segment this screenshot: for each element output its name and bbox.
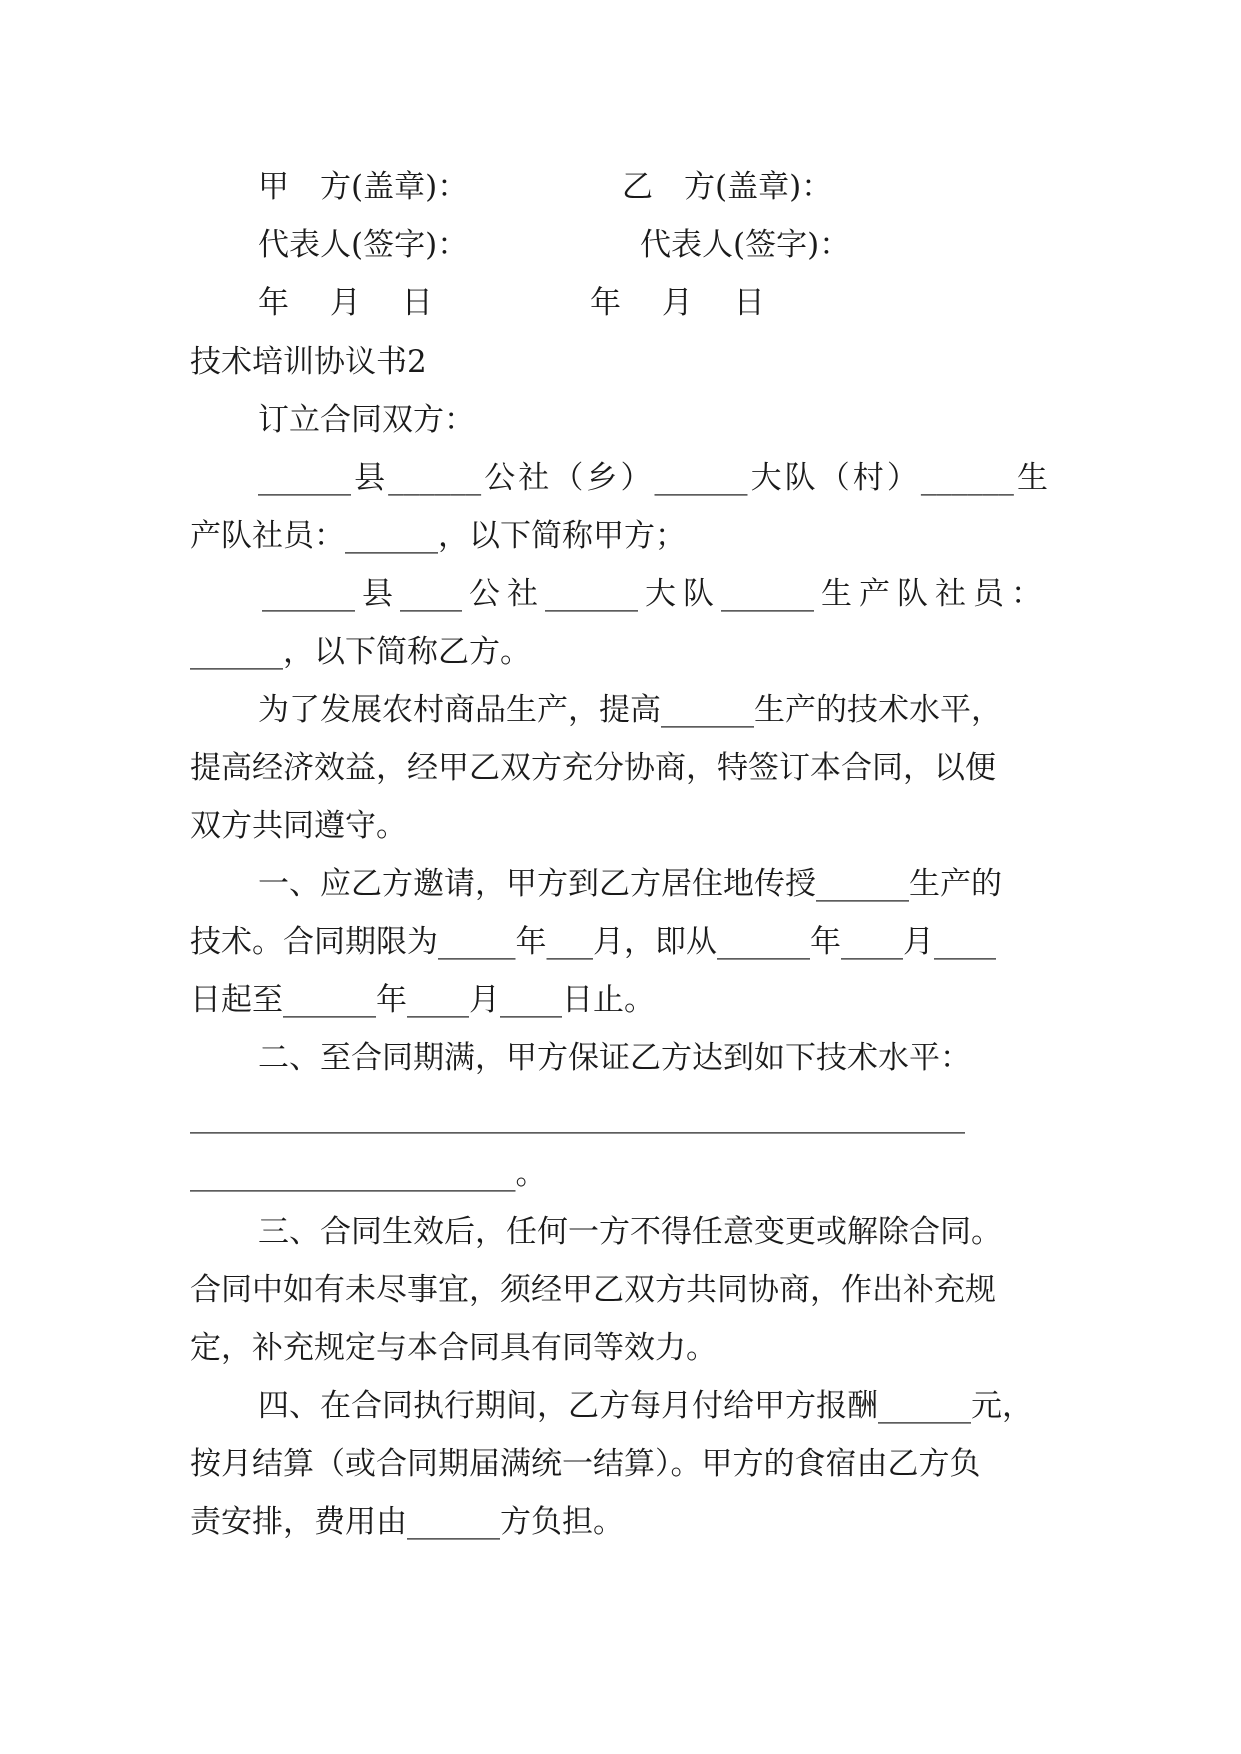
clause-2-line-3: _____________________。 [190, 1156, 547, 1192]
clause-3-line-2: 合同中如有未尽事宜，须经甲乙双方共同协商，作出补充规 [190, 1272, 996, 1308]
clause-2-blank-line: __________________________________________________ [190, 1098, 965, 1134]
intro-line: 订立合同双方： [258, 402, 475, 438]
clause-3-line-1: 三、合同生效后，任何一方不得任意变更或解除合同。 [258, 1214, 1002, 1250]
party-a-rep-label: 代表人(签字)： [258, 227, 469, 263]
document-title: 技术培训协议书2 [190, 344, 427, 380]
party-a-line-1: ______县______公社（乡）______大队（村）______生 [258, 460, 1048, 496]
purpose-line-3: 双方共同遵守。 [190, 808, 407, 844]
party-a-date-label: 年 月 日 [258, 285, 433, 321]
party-b-rep-label: 代表人(签字)： [640, 227, 851, 263]
clause-4-line-1: 四、在合同执行期间，乙方每月付给甲方报酬______元， [258, 1388, 1033, 1424]
clause-3-line-3: 定，补充规定与本合同具有同等效力。 [190, 1330, 717, 1366]
clause-2-line-1: 二、至合同期满，甲方保证乙方达到如下技术水平： [258, 1040, 971, 1076]
clause-1-line-2: 技术。合同期限为_____年___月，即从______年____月____ [190, 924, 996, 960]
party-b-date-label: 年 月 日 [590, 285, 765, 321]
party-b-seal-label: 乙 方(盖章)： [622, 169, 833, 205]
party-a-seal-label: 甲 方(盖章)： [258, 169, 469, 205]
party-a-line-2: 产队社员：______，以下简称甲方； [190, 518, 686, 554]
clause-4-line-3: 责安排，费用由______方负担。 [190, 1504, 624, 1540]
party-b-line-2: ______，以下简称乙方。 [190, 634, 531, 670]
purpose-line-1: 为了发展农村商品生产，提高______生产的技术水平， [258, 692, 1002, 728]
party-b-line-1: ______县____公社______大队______生产队社员： [262, 576, 1042, 612]
purpose-line-2: 提高经济效益，经甲乙双方充分协商，特签订本合同，以便 [190, 750, 996, 786]
clause-1-line-1: 一、应乙方邀请，甲方到乙方居住地传授______生产的 [258, 866, 1002, 902]
clause-4-line-2: 按月结算（或合同期届满统一结算）。甲方的食宿由乙方负 [190, 1446, 981, 1482]
clause-1-line-3: 日起至______年____月____日止。 [190, 982, 655, 1018]
